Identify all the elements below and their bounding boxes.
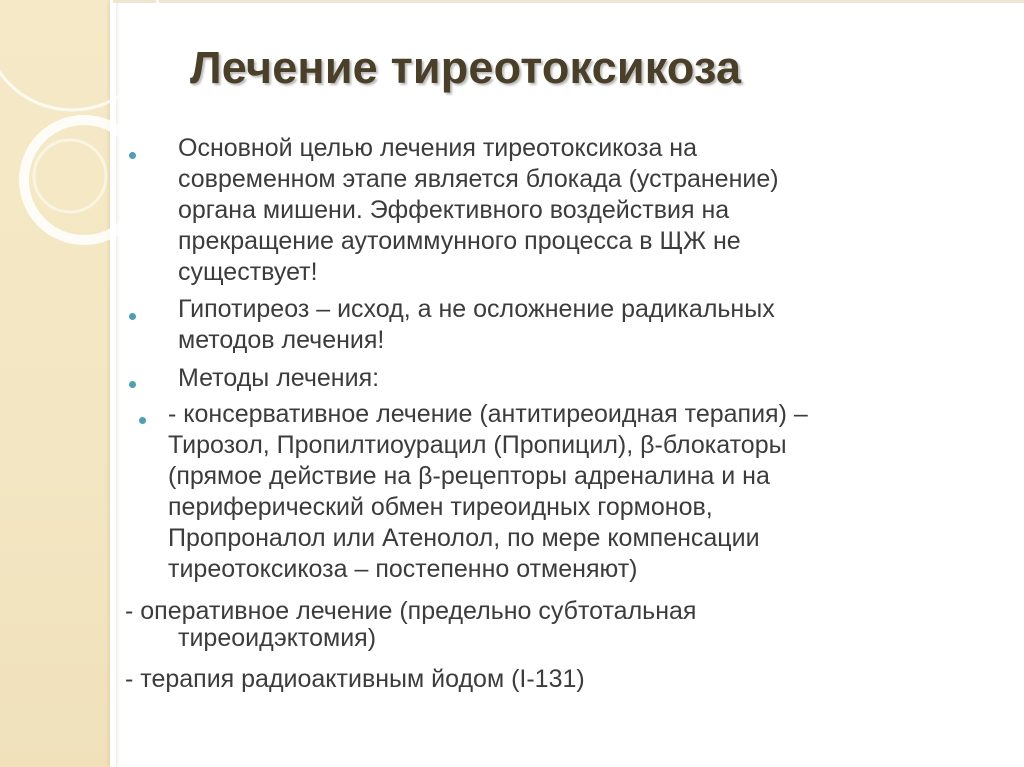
bullet-line: Методы лечения:	[178, 364, 380, 392]
bullet-line: современном этапе является блокада (устранение)	[178, 165, 779, 193]
item-line: - терапия радиоактивным йодом (I-131)	[125, 665, 585, 693]
bullet-line: существует!	[178, 258, 318, 286]
bullet-line: Гипотиреоз – исход, а не осложнение радикальных	[178, 295, 775, 323]
bullet-line: Пропроналол или Атенолол, по мере компенсации	[168, 524, 760, 552]
bullet-line: прекращение аутоиммунного процесса в ЩЖ не	[178, 227, 741, 255]
bullet-dot	[129, 381, 136, 388]
bullet-line: Тирозол, Пропилтиоурацил (Пропицил), β-блокаторы	[168, 431, 787, 459]
bullet-line: периферический обмен тиреоидных гормонов,	[168, 493, 713, 521]
bullet-line: - консервативное лечение (антитиреоидная терапия) –	[168, 400, 808, 428]
bullet-dot	[139, 417, 146, 424]
item-line: - оперативное лечение (предельно субтотальная	[125, 597, 697, 625]
bullet-line: Основной целью лечения тиреотоксикоза на	[178, 134, 698, 162]
bullet-dot	[129, 313, 136, 320]
bullet-dot	[129, 152, 136, 159]
bullet-line: тиреотоксикоза – постепенно отменяют)	[168, 555, 638, 583]
bullet-line: органа мишени. Эффективного воздействия на	[178, 196, 730, 224]
bullet-line: методов лечения!	[178, 326, 385, 354]
bullet-line: (прямое действие на β-рецепторы адреналина и на	[168, 462, 770, 490]
item-line: тиреоидэктомия)	[178, 624, 377, 652]
slide-title: Лечение тиреотоксикоза	[190, 42, 742, 93]
